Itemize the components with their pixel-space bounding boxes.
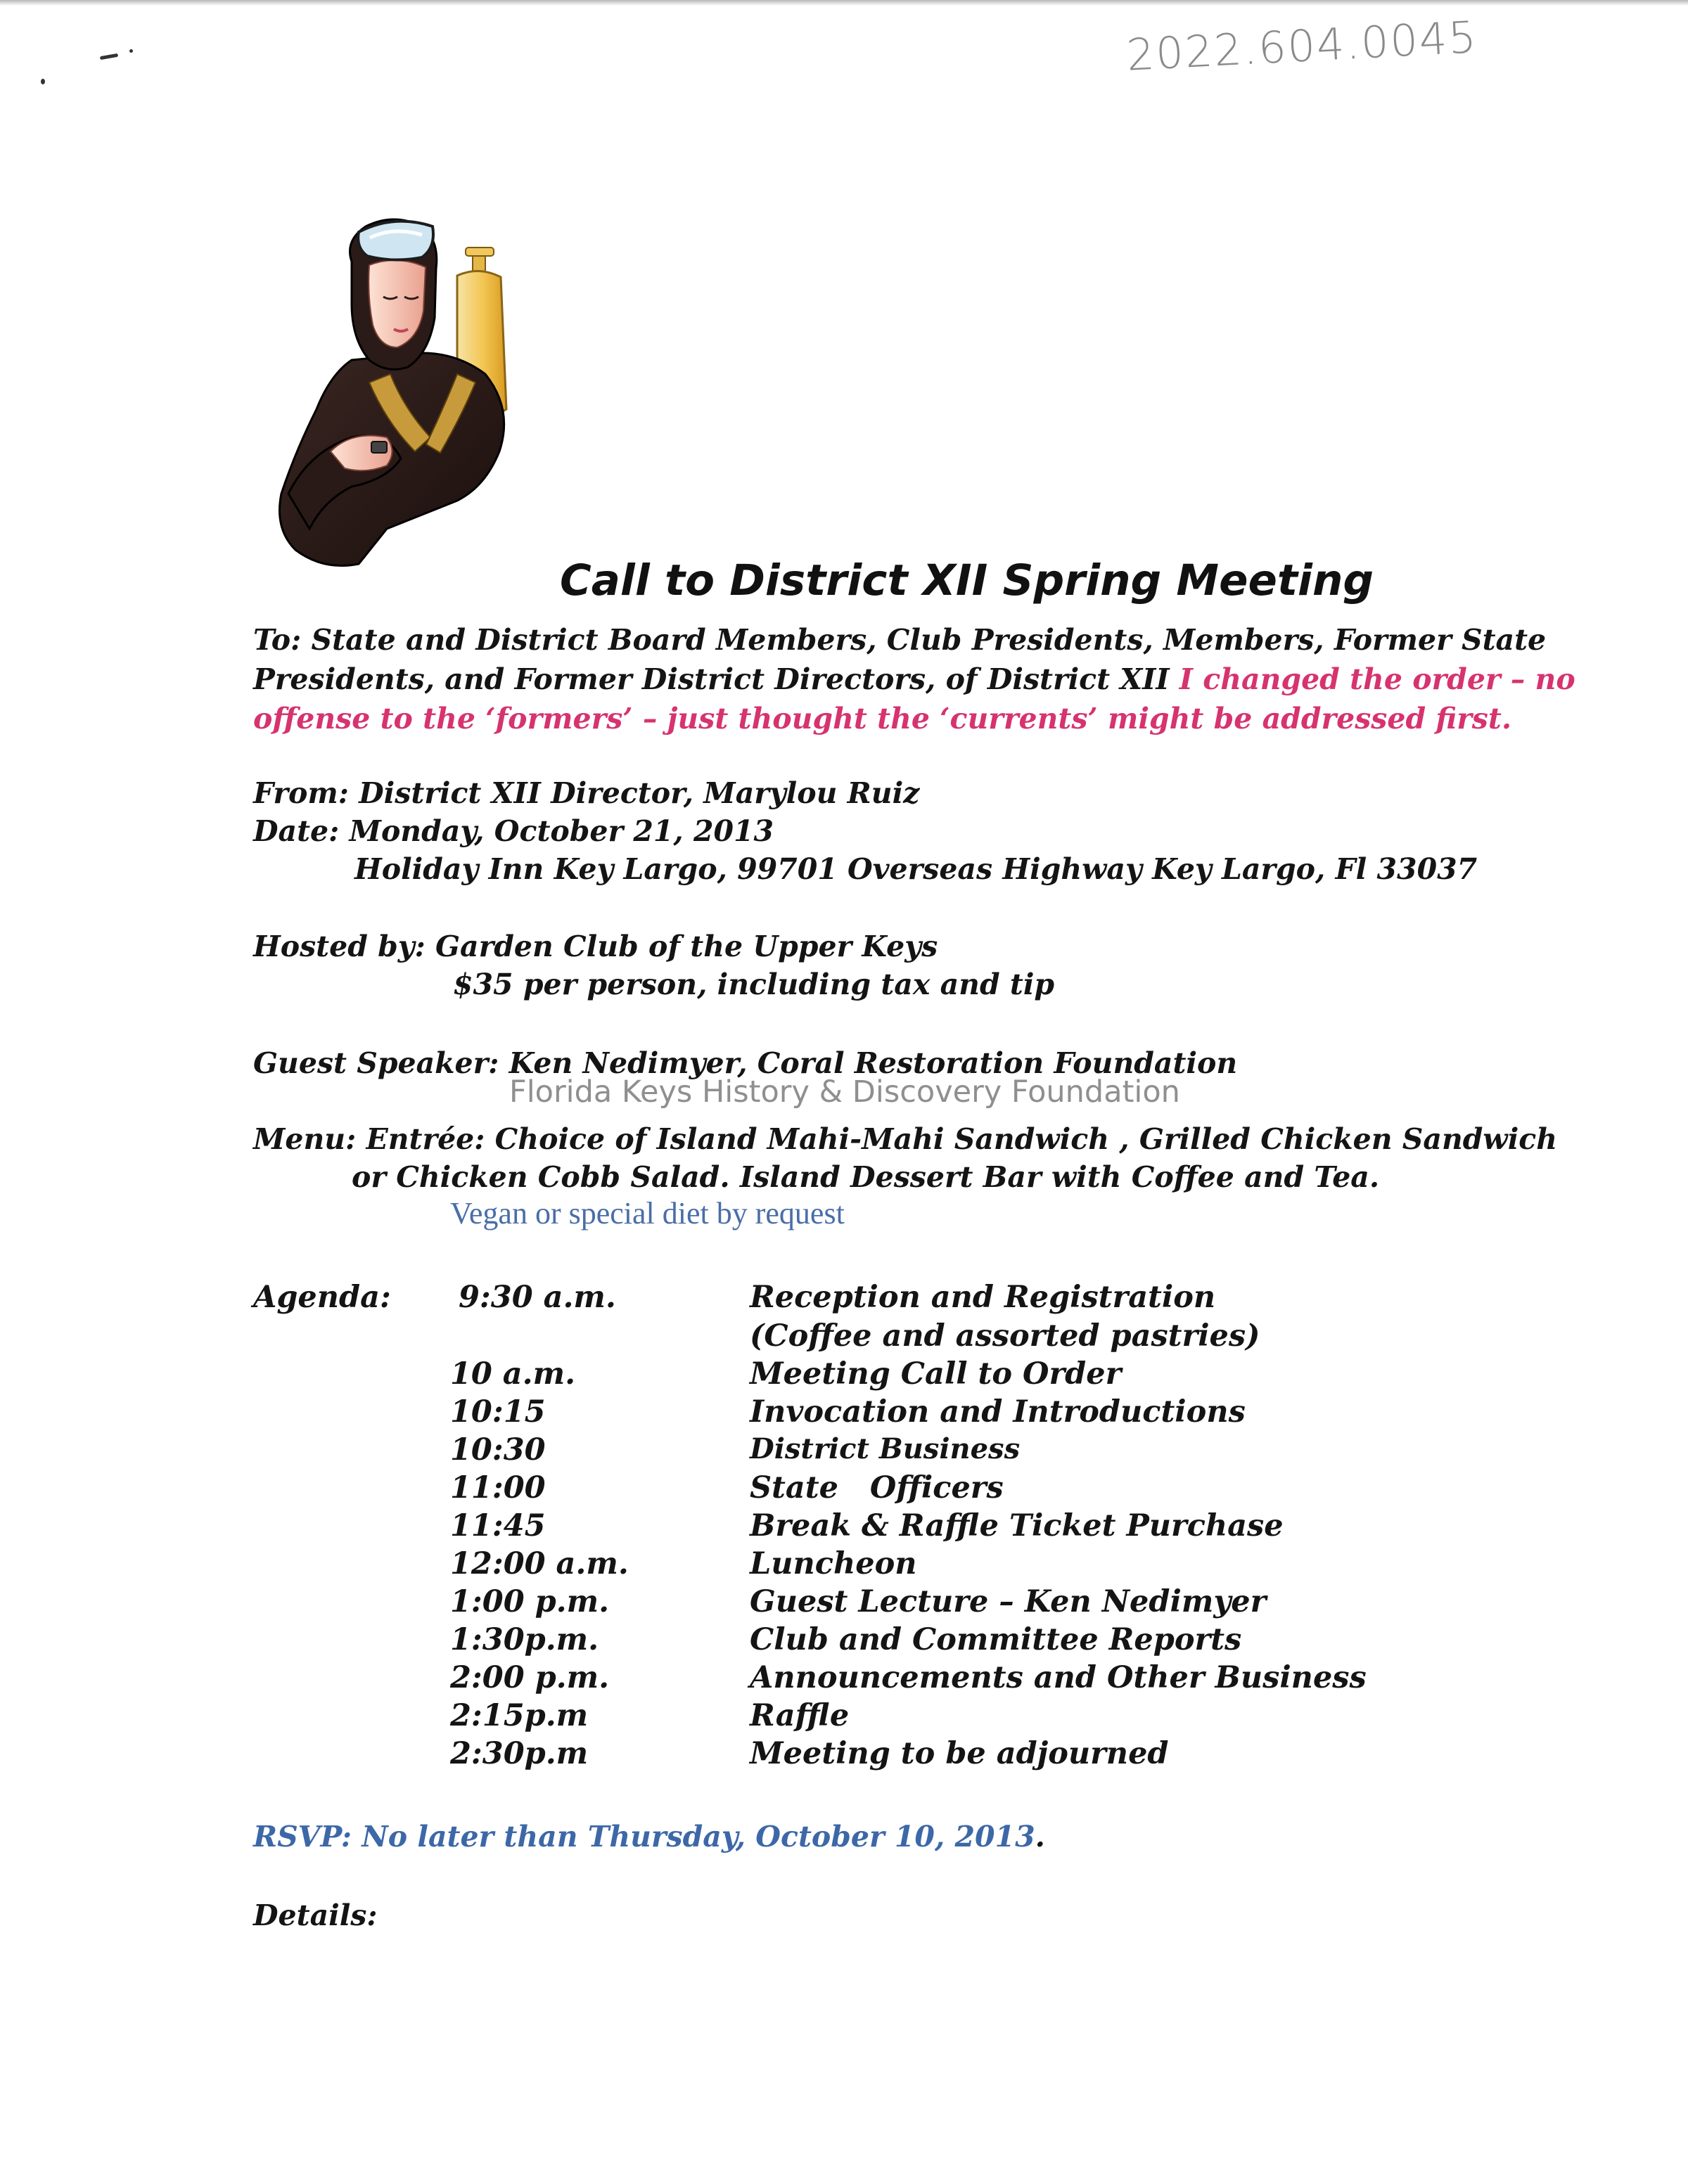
from-line: From: District XII Director, Marylou Ruiz [253,776,920,810]
scan-speck [41,79,45,84]
agenda-row [0,1394,1688,1432]
rsvp-text: RSVP: No later than Thursday, October 10, 2013 [253,1820,1035,1854]
agenda-item: Meeting Call to Order [750,1356,1122,1392]
agenda-time: 9:30 a.m. [459,1280,616,1315]
watermark: Florida Keys History & Discovery Foundation [509,1074,1180,1110]
agenda-item: Break & Raffle Ticket Purchase [750,1508,1284,1543]
location-line: Holiday Inn Key Largo, 99701 Overseas Highway Key Largo, Fl 33037 [354,852,1478,886]
scan-speck [100,53,118,60]
agenda-item: (Coffee and assorted pastries) [750,1318,1260,1354]
document-title: Call to District XII Spring Meeting [560,555,1374,605]
accession-number: 2022.604.0045 [1125,11,1479,81]
agenda-time: 1:30p.m. [450,1622,599,1657]
to-line-2-text: Presidents, and Former District Directors, of District XII [253,662,1179,696]
details-label: Details: [253,1899,378,1932]
agenda-row [0,1622,1688,1660]
agenda-time: 10:15 [450,1394,546,1430]
agenda-row [0,1508,1688,1546]
agenda-row [0,1356,1688,1394]
agenda-row [0,1318,1688,1356]
agenda-item: Announcements and Other Business [750,1660,1367,1695]
to-line-2 [253,662,1575,696]
rsvp-line [253,1820,1045,1854]
editor-note-start: I changed the order – no [1179,662,1575,696]
agenda-time: 2:30p.m [450,1736,589,1771]
agenda-time: 1:00 p.m. [450,1584,610,1619]
diet-note: Vegan or special diet by request [450,1196,845,1231]
agenda-item: Raffle [750,1698,850,1733]
agenda-label: Agenda: [253,1280,391,1315]
agenda-item: Luncheon [750,1546,917,1581]
agenda-time: 10 a.m. [450,1356,576,1392]
date-line: Date: Monday, October 21, 2013 [253,814,774,848]
hosted-by-line: Hosted by: Garden Club of the Upper Keys [253,930,938,963]
agenda-time: 2:15p.m [450,1698,589,1733]
agenda-item: Club and Committee Reports [750,1622,1242,1657]
agenda-time: 10:30 [450,1432,546,1467]
agenda-item: State Officers [750,1470,1004,1505]
agenda-item: Invocation and Introductions [750,1394,1246,1430]
to-line-1: To: State and District Board Members, Club Presidents, Members, Former State [253,623,1547,657]
agenda-time: 11:45 [450,1508,546,1543]
rsvp-period: . [1035,1820,1045,1854]
agenda-row [0,1470,1688,1508]
price-line: $35 per person, including tax and tip [453,968,1055,1001]
agenda-row [0,1280,1688,1318]
menu-line-2: or Chicken Cobb Salad. Island Dessert Bar with Coffee and Tea. [352,1160,1380,1194]
agenda-item: Meeting to be adjourned [750,1736,1169,1771]
agenda-row [0,1584,1688,1622]
agenda-item: District Business [750,1432,1021,1465]
guest-speaker-line: Guest Speaker: Ken Nedimyer, Coral Restoration Foundation [253,1046,1238,1080]
agenda-item: Reception and Registration [750,1280,1216,1315]
page-top-edge [0,0,1688,6]
agenda-time: 11:00 [450,1470,546,1505]
agenda-row [0,1546,1688,1584]
menu-line-1: Menu: Entrée: Choice of Island Mahi-Mahi Sandwich , Grilled Chicken Sandwich [253,1122,1558,1156]
agenda-row [0,1698,1688,1736]
agenda-row [0,1660,1688,1698]
scuba-diver-illustration [246,198,570,592]
editor-note-end: offense to the ‘formers’ – just thought the ‘currents’ might be addressed first. [253,702,1512,736]
scan-speck [129,49,133,53]
agenda-time: 12:00 a.m. [450,1546,629,1581]
agenda-row [0,1432,1688,1470]
agenda-time: 2:00 p.m. [450,1660,610,1695]
agenda-item: Guest Lecture – Ken Nedimyer [750,1584,1267,1619]
agenda-row [0,1736,1688,1774]
